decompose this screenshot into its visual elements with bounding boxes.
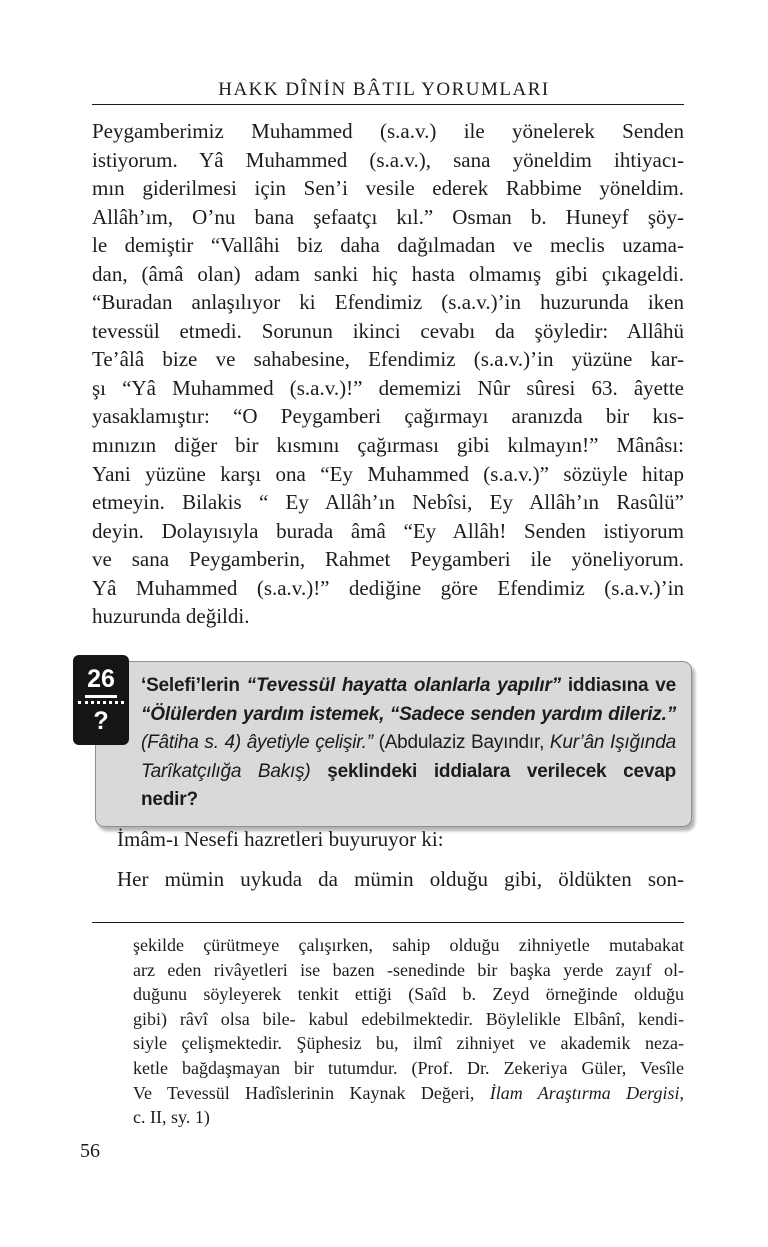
text-segment: Ve Tevessül Hadîslerinin Kaynak Değeri, <box>133 1082 490 1103</box>
question-number: 26 <box>85 667 117 698</box>
text-segment: istiyorum. Yâ Muhammed (s.a.v.), sana yöneldim ihtiyacı- <box>92 147 684 172</box>
text-segment: mınızın diğer bir kısmını çağırması gibi kılmayın!” Mânâsı: <box>92 433 684 458</box>
text-line <box>133 1007 684 1032</box>
text-segment: Te’âlâ bize ve sahabesine, Efendimiz (s.a.v.)’in yüzüne kar- <box>92 347 684 372</box>
text-segment: tevessül etmedi. Sorunun ikinci cevabı da şöyledir: Allâhü <box>92 318 684 343</box>
text-segment: ‘Selefi’lerin <box>141 675 247 696</box>
text-segment: siyle çelişmektedir. Şüphesiz bu, ilmî zihniyet ve akademik neza- <box>133 1033 684 1054</box>
text-line <box>92 460 684 489</box>
text-line <box>92 231 684 260</box>
text-segment: c. II, sy. 1) <box>133 1107 210 1128</box>
badge-dotted-divider <box>78 701 124 704</box>
body-paragraph-main <box>92 117 684 631</box>
text-segment: etmeyin. Bilakis “ Ey Allâh’ın Nebîsi, Ey Allâh’ın Rasûlü” <box>92 490 684 515</box>
text-segment: Allâh’ım, O’nu bana şefaatçı kıl.” Osman b. Huneyf şöy- <box>92 204 684 229</box>
text-line <box>92 602 684 631</box>
question-box <box>87 661 692 827</box>
text-line <box>133 1056 684 1081</box>
text-segment: ketle bağdaşmayan bir tutumdur. (Prof. Dr. Zekeriya Güler, Vesîle <box>133 1057 684 1078</box>
text-segment: Yâ Muhammed (s.a.v.)!” dediğine göre Efendimiz (s.a.v.)’in <box>92 575 684 600</box>
text-segment: Her mümin uykuda da mümin olduğu gibi, öldükten son- <box>117 867 684 891</box>
text-line <box>92 402 684 431</box>
text-line <box>92 288 684 317</box>
text-line <box>92 203 684 232</box>
body-paragraph-intro: İmâm-ı Nesefi hazretleri buyuruyor ki: <box>117 827 444 851</box>
text-line <box>92 574 684 603</box>
text-line <box>92 117 684 146</box>
text-line <box>92 431 684 460</box>
text-segment: (Fâtiha s. 4) âyetiyle çelişir.” <box>141 732 373 753</box>
text-line <box>133 1081 684 1106</box>
question-mark: ? <box>93 706 109 735</box>
text-segment: huzurunda değildi. <box>92 604 250 629</box>
text-segment: iddiasına ve <box>560 675 676 696</box>
text-line <box>92 865 684 894</box>
text-segment: Yani yüzüne karşı ona “Ey Muhammed (s.a.v.)” sözüyle hitap <box>92 461 684 486</box>
text-line <box>133 982 684 1007</box>
text-segment: şı “Yâ Muhammed (s.a.v.)!” dememizi Nûr sûresi 63. âyette <box>92 375 684 400</box>
text-segment: Kur’ân Işığında Tarîkatçılığa Bakış) <box>141 732 677 782</box>
text-segment: “Ölülerden yardım istemek, “Sadece senden yardım dileriz.” <box>141 703 676 725</box>
text-segment: şekilde çürütmeye çalışırken, sahip olduğu zihniyetle mutabakat <box>133 935 684 955</box>
question-number-badge <box>73 655 129 745</box>
text-line <box>92 174 684 203</box>
text-segment: ve sana Peygamberin, Rahmet Peygamberi ile yöneliyorum. <box>92 547 684 572</box>
text-line <box>133 1031 684 1056</box>
text-line <box>92 317 684 346</box>
text-segment: yasaklamıştır: “O Peygamberi çağırmayı aranızda bir kıs- <box>92 404 684 429</box>
text-line <box>92 345 684 374</box>
text-segment: deyin. Dolayısıyla burada âmâ “Ey Allâh! Senden istiyorum <box>92 518 684 543</box>
text-segment: “Buradan anlaşılıyor ki Efendimiz (s.a.v.)’in huzurunda iken <box>92 290 684 315</box>
text-segment: , <box>679 1082 685 1103</box>
text-segment: dan, (âmâ olan) adam sanki hiç hasta olmamış gibi çıkageldi. <box>92 261 684 286</box>
text-segment: İlam Araştırma Dergisi <box>489 1082 680 1103</box>
footnote-separator <box>92 922 684 923</box>
body-paragraph-quote-start <box>92 865 684 894</box>
text-line <box>92 374 684 403</box>
text-line <box>133 958 684 983</box>
text-segment: duğunu söyleyerek tenkit ettiği (Saîd b. Zeyd örneğinde olduğu <box>133 984 684 1005</box>
running-header-title: HAKK DÎNİN BÂTIL YORUMLARI <box>218 79 550 100</box>
text-segment: “Tevessül hayatta olanlarla yapılır” <box>246 675 561 696</box>
text-segment: le demiştir “Vallâhi biz daha dağılmadan ve meclis uzama- <box>92 233 684 258</box>
text-line <box>133 933 684 958</box>
text-line <box>133 1105 684 1130</box>
text-segment: Peygamberimiz Muhammed (s.a.v.) ile yönelerek Senden <box>92 119 684 143</box>
text-segment: (Abdulaziz Bayındır, <box>372 732 550 753</box>
question-text <box>141 672 676 815</box>
text-line <box>92 545 684 574</box>
text-line <box>92 146 684 175</box>
text-segment: arz eden rivâyetleri ise bazen -senedinde bir başka yerde zayıf ol- <box>133 959 684 980</box>
text-segment: gibi) râvî olsa bile- kabul edebilmektedir. Böylelikle Elbânî, kendi- <box>133 1008 684 1029</box>
text-line <box>92 260 684 289</box>
text-line <box>92 488 684 517</box>
header-rule <box>92 104 684 105</box>
text-line <box>92 517 684 546</box>
text-segment: mın giderilmesi için Sen’i vesile ederek Rabbime yöneldim. <box>92 176 684 201</box>
footnote-text <box>133 933 684 1130</box>
text-segment: şeklindeki iddialara verilecek cevap nedir? <box>141 760 677 810</box>
page-number: 56 <box>80 1140 100 1162</box>
